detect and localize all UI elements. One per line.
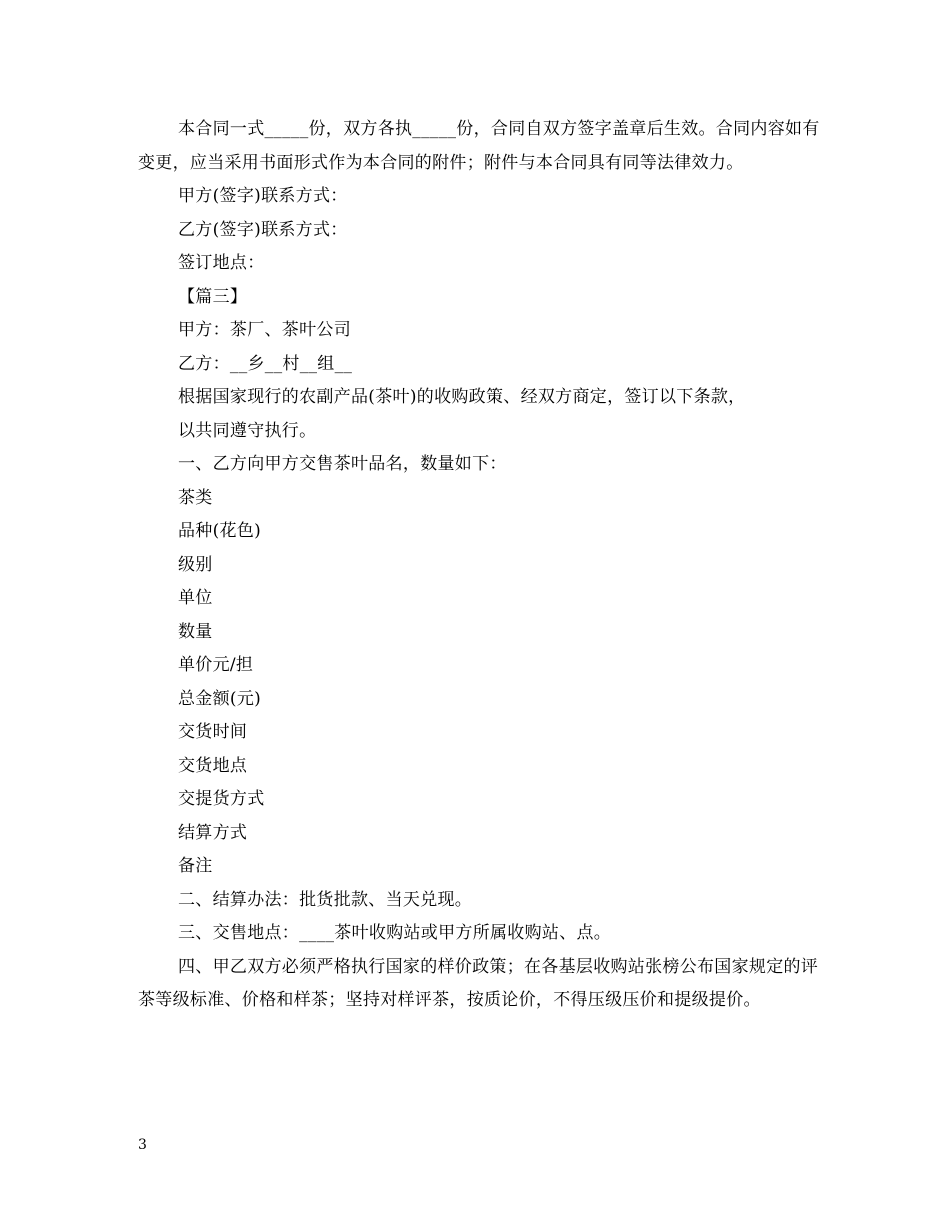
- line-policy-basis-cont: 以共同遵守执行。: [178, 420, 317, 441]
- list-item-grade: 级别: [178, 554, 213, 575]
- list-item-quantity: 数量: [178, 621, 213, 642]
- line-signing-place: 签订地点：: [178, 253, 265, 273]
- section-heading-part-three: 【篇三】: [178, 286, 248, 307]
- line-party-a: 甲方：茶厂、茶叶公司: [178, 320, 351, 340]
- list-item-tea-type: 茶类: [178, 487, 213, 508]
- list-item-delivery-time: 交货时间: [178, 722, 248, 742]
- document-body: [138, 113, 828, 1018]
- list-item-total-amount: 总金额(元): [178, 688, 262, 709]
- list-item-settlement-method: 结算方式: [178, 822, 248, 843]
- list-item-unit-price: 单价元/担: [178, 655, 254, 675]
- list-item-variety: 品种(花色): [178, 521, 262, 541]
- line-party-b: 乙方：__乡__村__组__: [178, 353, 353, 374]
- clause-two: 二、结算办法：批货批款、当天兑现。: [178, 889, 473, 910]
- line-party-b-signature: 乙方(签字)联系方式：: [178, 219, 348, 240]
- list-item-delivery-method: 交提货方式: [178, 789, 265, 809]
- line-policy-basis: 根据国家现行的农副产品(茶叶)的收购政策、经双方商定，签订以下条款，: [178, 387, 746, 407]
- list-item-remarks: 备注: [178, 856, 213, 876]
- line-party-a-signature: 甲方(签字)联系方式：: [178, 186, 348, 206]
- clause-three: 三、交售地点：____茶叶收购站或甲方所属收购站、点。: [178, 923, 612, 943]
- list-item-delivery-place: 交货地点: [178, 755, 248, 776]
- page-number: 3: [138, 1137, 147, 1153]
- clause-one-heading: 一、乙方向甲方交售茶叶品名，数量如下：: [178, 454, 507, 474]
- paragraph-contract-copies: 本合同一式_____份，双方各执_____份，合同自双方签字盖章后生效。合同内容如有变更，应当采用书面形式作为本合同的附件；附件与本合同具有同等法律效力。: [138, 119, 820, 173]
- clause-four: 四、甲乙双方必须严格执行国家的样价政策；在各基层收购站张榜公布国家规定的评茶等级标准、价格和样茶；坚持对样评茶，按质论价，不得压级压价和提级提价。: [138, 956, 819, 1010]
- list-item-unit: 单位: [178, 588, 213, 608]
